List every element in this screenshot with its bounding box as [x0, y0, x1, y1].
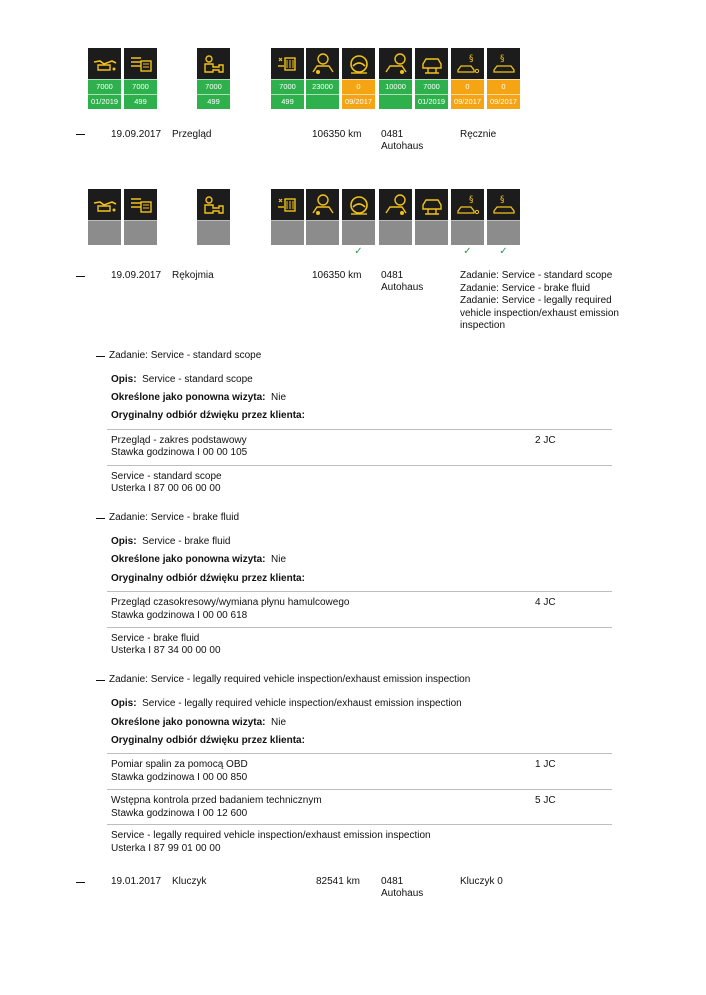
entry-note: Kluczyk 0 — [460, 876, 503, 887]
opis-label: Opis: — [111, 374, 137, 385]
tile-value-date: 09/2017 — [342, 94, 375, 109]
service-tile — [415, 189, 448, 259]
repeat-label: Określone jako ponowna wizyta: — [111, 554, 266, 565]
customer-voice-label: Oryginalny odbiór dźwięku przez klienta: — [111, 410, 305, 421]
service-tile — [487, 48, 520, 109]
tile-value-date: 499 — [197, 94, 230, 109]
tile-value-km: 7000 — [88, 79, 121, 94]
tile-status-bar — [124, 220, 157, 245]
service-tile — [342, 48, 375, 109]
opis-value: Service - standard scope — [142, 374, 253, 385]
divider — [107, 753, 612, 754]
svg-text:§: § — [468, 194, 473, 205]
tile-status-bar — [197, 220, 230, 245]
front-brakes-icon — [306, 48, 339, 79]
task-description — [111, 536, 231, 549]
entry-note-1: Zadanie: Service - standard scope — [460, 270, 613, 281]
repeat-label: Określone jako ponowna wizyta: — [111, 717, 266, 728]
check-mark — [306, 245, 339, 259]
check-mark — [271, 245, 304, 259]
opis-label: Opis: — [111, 698, 137, 709]
service-tile — [124, 48, 157, 109]
task-collapse-dash[interactable] — [96, 518, 105, 519]
service-tile — [306, 48, 339, 109]
item-line-2: Stawka godzinowa I 00 12 600 — [111, 808, 248, 819]
tile-value-date — [306, 94, 339, 109]
tile-status-bar — [487, 220, 520, 245]
emission-inspection-icon — [451, 189, 484, 220]
task-description — [111, 698, 462, 711]
tile-value-date: 01/2019 — [415, 94, 448, 109]
svg-text:§: § — [499, 53, 504, 64]
tile-value-km: 23000 — [306, 79, 339, 94]
item-jc: 4 JC — [535, 597, 556, 608]
repeat-label: Określone jako ponowna wizyta: — [111, 392, 266, 403]
item-line-2: Usterka I 87 99 01 00 00 — [111, 843, 221, 854]
tile-status-bar — [88, 220, 121, 245]
tile-value-date: 499 — [271, 94, 304, 109]
divider — [107, 429, 612, 430]
tile-status-bar — [379, 220, 412, 245]
opis-value: Service - brake fluid — [142, 536, 231, 547]
check-mark: ✓ — [463, 246, 472, 257]
service-tile — [271, 48, 304, 109]
tile-value-date: 499 — [124, 94, 157, 109]
entry-dealer-code: 0481 — [381, 270, 404, 281]
service-tile — [487, 189, 520, 259]
tile-value-km: 0 — [451, 79, 484, 94]
entry-date: 19.01.2017 — [111, 876, 162, 887]
oil-filter-icon — [124, 48, 157, 79]
service-tile — [379, 48, 412, 109]
service-tile — [342, 189, 375, 259]
tile-status-bar — [342, 220, 375, 245]
check-mark — [415, 245, 448, 259]
service-tile — [197, 48, 230, 109]
tile-value-date: 01/2019 — [88, 94, 121, 109]
svg-text:§: § — [468, 53, 473, 64]
check-mark: ✓ — [499, 246, 508, 257]
engine-service-icon — [197, 48, 230, 79]
task-repeat-visit — [111, 717, 286, 730]
item-line-2: Usterka I 87 00 06 00 00 — [111, 483, 221, 494]
opis-value: Service - legally required vehicle inspection/exhaust emission inspection — [142, 698, 462, 709]
opis-label: Opis: — [111, 536, 137, 547]
entry-dealer-name: Autohaus — [381, 141, 424, 152]
engine-service-icon — [197, 189, 230, 220]
divider — [107, 591, 612, 592]
item-line-1: Przegląd czasokresowy/wymiana płynu hamulcowego — [111, 597, 350, 608]
task-title: Zadanie: Service - standard scope — [109, 350, 262, 361]
check-mark — [379, 245, 412, 259]
rear-brakes-icon — [379, 189, 412, 220]
svg-text:§: § — [499, 194, 504, 205]
divider — [107, 789, 612, 790]
item-line-1: Service - brake fluid — [111, 633, 200, 644]
item-jc: 2 JC — [535, 435, 556, 446]
tile-value-date — [379, 94, 412, 109]
rear-brakes-icon — [379, 48, 412, 79]
item-jc: 5 JC — [535, 795, 556, 806]
entry-note-2: Zadanie: Service - brake fluid — [460, 282, 591, 294]
collapse-dash[interactable] — [76, 134, 85, 135]
divider — [107, 824, 612, 825]
engine-oil-icon — [88, 189, 121, 220]
vehicle-check-icon — [415, 189, 448, 220]
service-tile — [415, 48, 448, 109]
tile-status-bar — [271, 220, 304, 245]
entry-dealer-code: 0481 — [381, 129, 404, 140]
legal-inspection-icon — [487, 48, 520, 79]
divider — [107, 465, 612, 466]
brake-fluid-icon — [342, 48, 375, 79]
entry-date: 19.09.2017 — [111, 270, 162, 281]
task-title: Zadanie: Service - legally required vehicle inspection/exhaust emission inspection — [109, 674, 471, 685]
repeat-value: Nie — [271, 717, 287, 728]
entry-dealer-code: 0481 — [381, 876, 404, 887]
item-line-1: Pomiar spalin za pomocą OBD — [111, 759, 248, 770]
entry-dealer-name: Autohaus — [381, 282, 424, 293]
tile-value-km: 0 — [342, 79, 375, 94]
tile-value-km: 7000 — [415, 79, 448, 94]
emission-inspection-icon — [451, 48, 484, 79]
item-line-1: Service - standard scope — [111, 471, 222, 482]
entry-note-4: vehicle inspection/exhaust emission — [460, 307, 619, 319]
entry-km: 106350 km — [312, 270, 362, 281]
collapse-dash[interactable] — [76, 276, 85, 277]
customer-voice-label: Oryginalny odbiór dźwięku przez klienta: — [111, 735, 305, 746]
service-tile — [271, 189, 304, 259]
task-repeat-visit — [111, 392, 286, 405]
entry-type: Przegląd — [172, 129, 212, 140]
check-mark — [124, 245, 157, 259]
service-tile — [451, 48, 484, 109]
task-description — [111, 374, 253, 387]
task-repeat-visit — [111, 554, 286, 567]
repeat-value: Nie — [271, 392, 287, 403]
check-mark — [88, 245, 121, 259]
service-tile — [451, 189, 484, 259]
tile-status-bar — [306, 220, 339, 245]
entry-type: Rękojmia — [172, 270, 214, 281]
item-jc: 1 JC — [535, 759, 556, 770]
item-line-1: Wstępna kontrola przed badaniem technicznym — [111, 795, 322, 806]
tile-value-km: 7000 — [197, 79, 230, 94]
service-tile — [88, 189, 121, 259]
entry-dealer-name: Autohaus — [381, 888, 424, 899]
customer-voice-label: Oryginalny odbiór dźwięku przez klienta: — [111, 573, 305, 584]
item-line-2: Usterka I 87 34 00 00 00 — [111, 645, 221, 656]
legal-inspection-icon — [487, 189, 520, 220]
service-tile — [197, 189, 230, 259]
tile-value-date: 09/2017 — [451, 94, 484, 109]
tile-value-km: 10000 — [379, 79, 412, 94]
collapse-dash[interactable] — [76, 882, 85, 883]
entry-note-5: inspection — [460, 320, 506, 331]
tile-status-bar — [451, 220, 484, 245]
tile-value-date: 09/2017 — [487, 94, 520, 109]
check-mark: ✓ — [354, 246, 363, 257]
service-tile — [88, 48, 121, 109]
task-collapse-dash[interactable] — [96, 356, 105, 357]
tile-value-km: 0 — [487, 79, 520, 94]
air-filter-icon — [271, 48, 304, 79]
entry-km: 106350 km — [312, 129, 362, 140]
divider — [107, 627, 612, 628]
item-line-2: Stawka godzinowa I 00 00 105 — [111, 447, 248, 458]
vehicle-check-icon — [415, 48, 448, 79]
service-tile — [306, 189, 339, 259]
item-line-1: Service - legally required vehicle inspection/exhaust emission inspection — [111, 830, 431, 841]
entry-type: Kluczyk — [172, 876, 207, 887]
front-brakes-icon — [306, 189, 339, 220]
service-tile — [379, 189, 412, 259]
task-collapse-dash[interactable] — [96, 680, 105, 681]
entry-note: Ręcznie — [460, 129, 497, 140]
check-mark — [197, 245, 230, 259]
entry-date: 19.09.2017 — [111, 129, 162, 140]
item-line-2: Stawka godzinowa I 00 00 618 — [111, 610, 248, 621]
engine-oil-icon — [88, 48, 121, 79]
oil-filter-icon — [124, 189, 157, 220]
brake-fluid-icon — [342, 189, 375, 220]
tile-value-km: 7000 — [124, 79, 157, 94]
service-tile — [124, 189, 157, 259]
air-filter-icon — [271, 189, 304, 220]
entry-km: 82541 km — [316, 876, 360, 887]
task-title: Zadanie: Service - brake fluid — [109, 512, 240, 523]
entry-note-3: Zadanie: Service - legally required — [460, 295, 612, 306]
item-line-2: Stawka godzinowa I 00 00 850 — [111, 772, 248, 783]
tile-value-km: 7000 — [271, 79, 304, 94]
tile-status-bar — [415, 220, 448, 245]
repeat-value: Nie — [271, 554, 287, 565]
item-line-1: Przegląd - zakres podstawowy — [111, 435, 247, 446]
